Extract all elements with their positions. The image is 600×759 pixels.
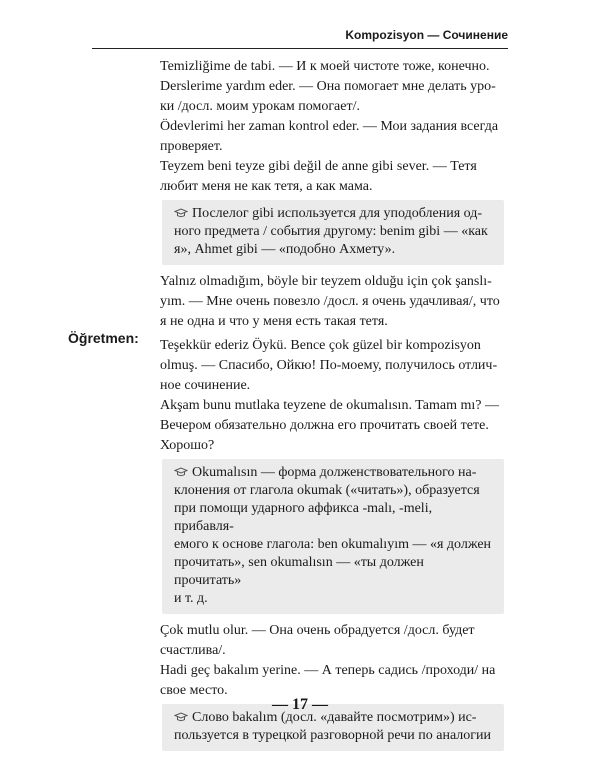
note-line: я», Ahmet gibi — «подобно Ахмету».	[174, 242, 396, 257]
page-body	[160, 58, 504, 759]
text-line: Yalnız olmadığım, böyle bir teyzem olduğu için çok şanslı-	[160, 274, 492, 289]
note-line: Okumalısın — форма долженствовательного на-	[174, 464, 494, 482]
note-line: Послелог gibi используется для уподобления од-	[174, 205, 494, 223]
speaker-label: Öğretmen:	[68, 330, 139, 346]
text-line: счастлива/.	[160, 643, 226, 658]
text-line: свое место.	[160, 683, 228, 698]
note-line: пользуется в турецкой разговорной речи по аналогии	[174, 728, 492, 743]
text-line: Temizliğime de tabi. — И к моей чистоте тоже, конечно.	[160, 59, 490, 74]
text-line: ки /досл. моим урокам помогает/.	[160, 99, 360, 114]
note-line: при помощи ударного аффикса -malı, -meli, прибавля-	[174, 501, 433, 534]
note-line: Слово bakalım (досл. «давайте посмотрим») ис-	[174, 709, 494, 727]
note-line: и т. д.	[174, 591, 208, 606]
text-line: Teşekkür ederiz Öykü. Bence çok güzel bir kompozisyon	[160, 338, 481, 353]
text-line: Hadi geç bakalım yerine. — А теперь садись /проходи/ на	[160, 663, 496, 678]
text-line: Derslerime yardım eder. — Она помогает мне делать уро-	[160, 79, 496, 94]
running-header: Kompozisyon — Сочинение	[92, 28, 508, 49]
note-box-okumalisin	[162, 459, 504, 614]
note-box-gibi	[162, 200, 504, 265]
text-line: проверяет.	[160, 139, 223, 154]
text-line: Вечером обязательно должна его прочитать своей тете.	[160, 418, 489, 433]
note-line: клонения от глагола okumak («читать»), образуется	[174, 483, 480, 498]
text-line: Çok mutlu olur. — Она очень обрадуется /досл. будет	[160, 623, 475, 638]
graduation-cap-icon	[174, 467, 188, 477]
text-line: Teyzem beni teyze gibi değil de anne gibi sever. — Тетя	[160, 159, 477, 174]
note-line: емого к основе глагола: ben okumalıyım — «я должен	[174, 537, 492, 552]
text-line: yım. — Мне очень повезло /досл. я очень удачливая/, что	[160, 294, 500, 309]
text-line: любит меня не как тетя, а как мама.	[160, 179, 373, 194]
graduation-cap-icon	[174, 208, 188, 218]
text-line: Ödevlerimi her zaman kontrol eder. — Мои задания всегда	[160, 119, 499, 134]
text-line: я не одна и что у меня есть такая тетя.	[160, 314, 388, 329]
page-number: — 17 —	[272, 696, 328, 713]
text-line: Хорошо?	[160, 438, 215, 453]
note-line: прочитать», sen okumalısın — «ты должен прочитать»	[174, 555, 424, 588]
text-line: Akşam bunu mutlaka teyzene de okumalısın. Tamam mı? —	[160, 398, 499, 413]
note-line: ного предмета / события другому: benim gibi — «как	[174, 224, 488, 239]
text-line: olmuş. — Спасибо, Ойкю! По-моему, получилось отлич-	[160, 358, 498, 373]
text-line: ное сочинение.	[160, 378, 251, 393]
